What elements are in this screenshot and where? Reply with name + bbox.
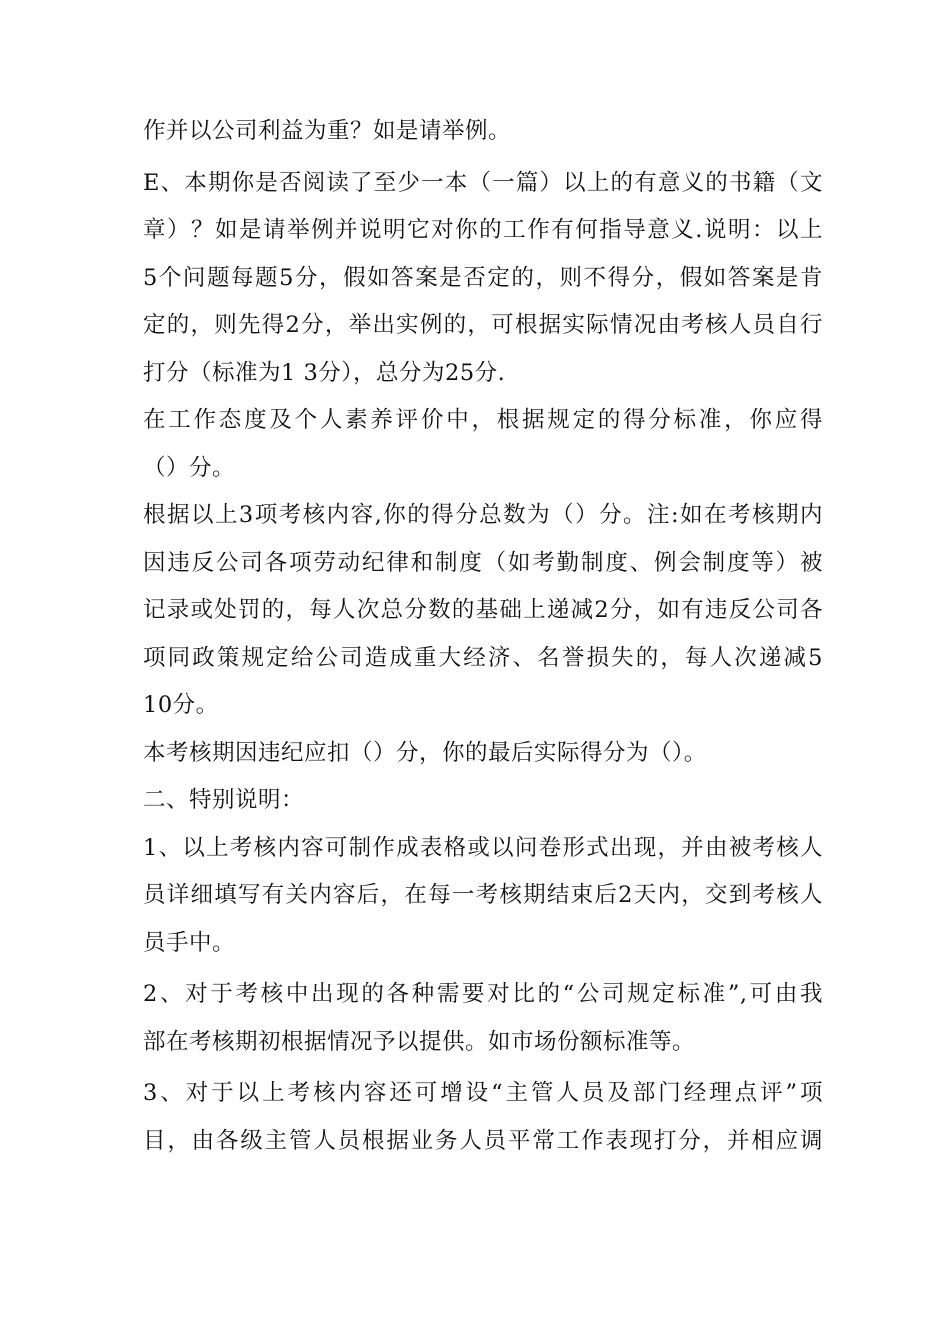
text-line: 在工作态度及个人素养评价中，根据规定的得分标准，你应得 (143, 407, 823, 433)
paragraph-deduction (143, 730, 823, 778)
text-line: 1、以上考核内容可制作成表格或以问卷形式出现，并由被考核人 (143, 834, 823, 861)
text-line: 根据以上3项考核内容,你的得分总数为（）分。注:如在考核期内 (143, 502, 823, 528)
text-line: 项同政策规定给公司造成重大经济、名誉损失的，每人次递减5 (143, 644, 823, 671)
paragraph-note-1 (143, 825, 823, 968)
text-line: 员手中。 (143, 929, 236, 956)
text-line: 二、特别说明： (143, 787, 305, 813)
paragraph-note-2 (143, 971, 823, 1066)
text-line: 本考核期因违纪应扣（）分，你的最后实际得分为（）。 (143, 739, 707, 766)
text-line: 10分。 (143, 692, 219, 718)
text-line: 记录或处罚的，每人次总分数的基础上递减2分，如有违反公司各 (143, 597, 823, 623)
document-body (143, 108, 823, 1165)
paragraph-continuation (143, 108, 823, 156)
text-line: E、本期你是否阅读了至少一本（一篇）以上的有意义的书籍（文 (143, 169, 823, 196)
text-line: 定的，则先得2分，举出实例的，可根据实际情况由考核人员自行 (143, 312, 823, 338)
text-line: 2、对于考核中出现的各种需要对比的“公司规定标准”,可由我 (143, 981, 823, 1007)
text-line: 作并以公司利益为重？如是请举例。 (143, 118, 512, 144)
text-line: 5个问题每题5分，假如答案是否定的，则不得分，假如答案是肯 (143, 264, 823, 291)
text-line: 目，由各级主管人员根据业务人员平常工作表现打分，并相应调 (143, 1127, 823, 1154)
section-heading-special-notes (143, 777, 823, 825)
paragraph-total-score (143, 492, 823, 730)
text-line: 员详细填写有关内容后，在每一考核期结束后2天内，交到考核人 (143, 882, 823, 908)
paragraph-note-3 (143, 1070, 823, 1165)
text-line: 打分（标准为1 3分），总分为25分. (143, 359, 506, 386)
text-line: 3、对于以上考核内容还可增设“主管人员及部门经理点评”项 (143, 1080, 823, 1106)
text-line: 章）？如是请举例并说明它对你的工作有何指导意义.说明：以上 (143, 217, 823, 243)
paragraph-attitude-score (143, 397, 823, 492)
text-line: （）分。 (143, 454, 236, 481)
paragraph-item-e (143, 160, 823, 398)
text-line: 部在考核期初根据情况予以提供。如市场份额标准等。 (143, 1028, 696, 1055)
text-line: 因违反公司各项劳动纪律和制度（如考勤制度、例会制度等）被 (143, 549, 823, 576)
